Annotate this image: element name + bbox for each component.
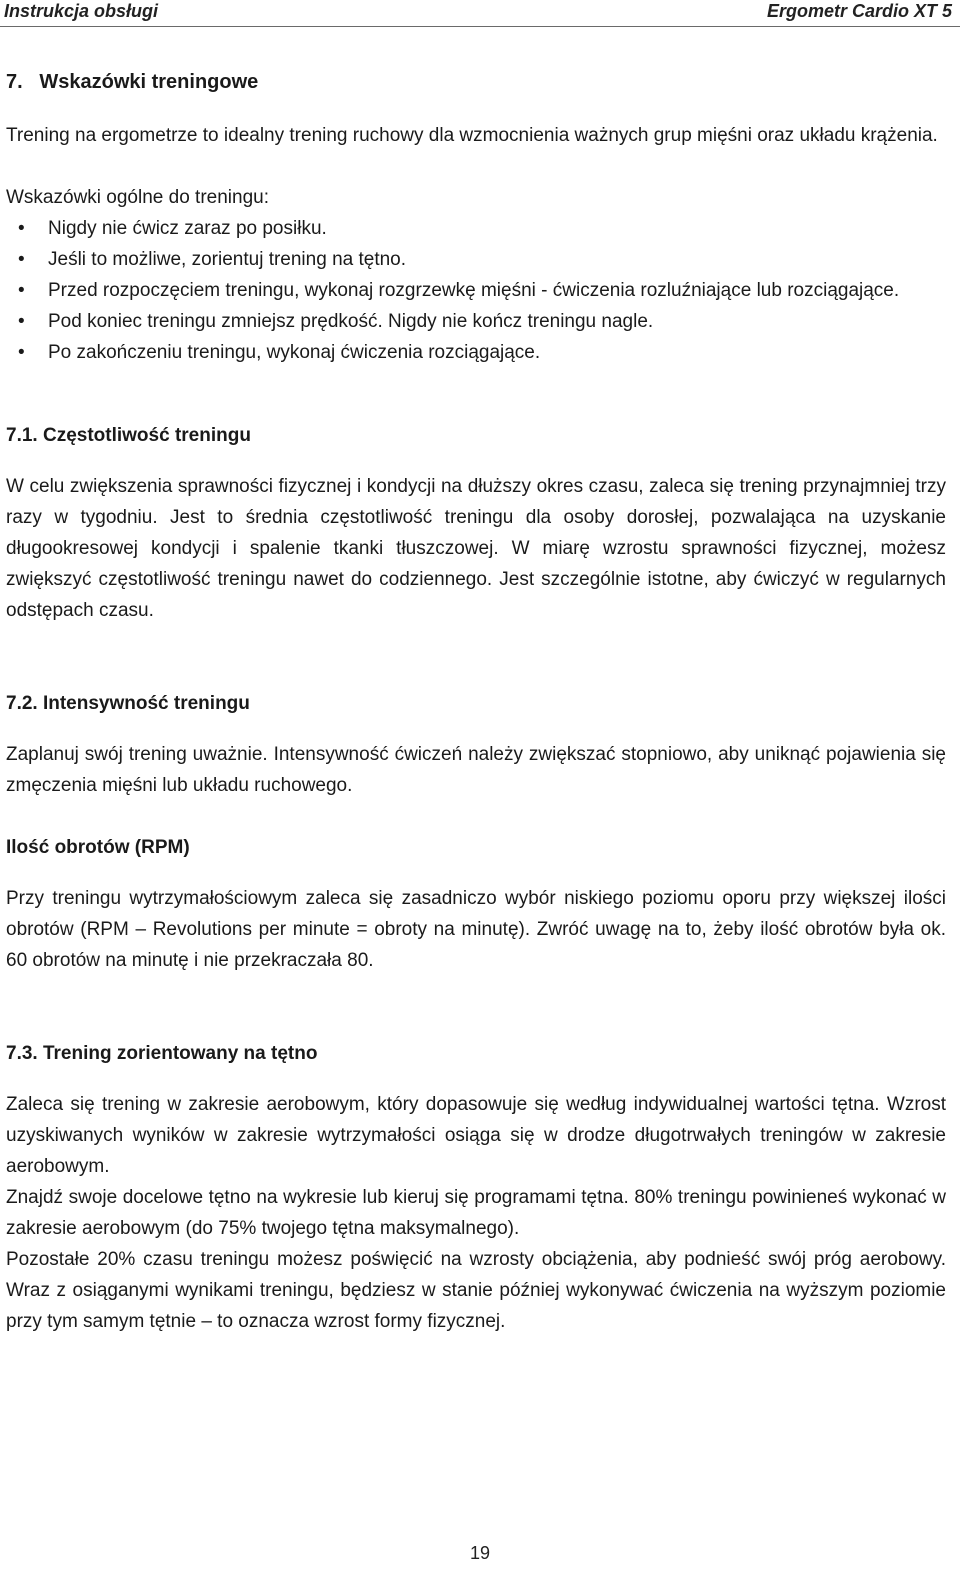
bullet-icon: • [18,311,25,332]
rpm-text: Przy treningu wytrzymałościowym zaleca się zasadniczo wybór niskiego poziomu oporu przy większej ilości obrotów (RPM – Revolutions per minute = obroty na minutę). Zwróć uwagę na to, żeby ilość obrotów była ok. 60 obrotów na minutę i nie przekraczała 80. [6,888,946,971]
tip-text: Pod koniec treningu zmniejsz prędkość. Nigdy nie kończ treningu nagle. [48,311,654,332]
section-7-3-text-1: Zaleca się trening w zakresie aerobowym, który dopasowuje się według indywidualnej wartości tętna. Wzrost uzyskiwanych wyników w zakresie wytrzymałości osiąga się w drodze długotrwałych treningów w zakresie aerobowym. [6,1094,946,1177]
bullet-icon: • [18,342,25,363]
bullet-icon: • [18,218,25,239]
list-item [6,306,946,337]
bullet-icon: • [18,280,25,301]
section-7-1-text: W celu zwiększenia sprawności fizycznej i kondycji na dłuższy okres czasu, zaleca się trening przynajmniej trzy razy w tygodniu. Jest to średnia częstotliwość treningu dla osoby dorosłej, pozwalająca na uzyskanie długookresowej kondycji i spalenie tkanki tłuszczowej. W miarę wzrostu sprawności fizycznej, możesz zwiększyć częstotliwość treningu nawet do codziennego. Jest szczególnie istotne, aby ćwiczyć w regularnych odstępach czasu. [6,476,946,621]
chapter-intro: Trening na ergometrze to idealny trening ruchowy dla wzmocnienia ważnych grup mięśni oraz układu krążenia. [6,125,938,146]
section-7-1-title: 7.1. Częstotliwość treningu [6,425,251,446]
section-7-3-text-2: Znajdź swoje docelowe tętno na wykresie lub kieruj się programami tętna. 80% treningu powinieneś wykonać w zakresie aerobowym (do 75% twojego tętna maksymalnego). [6,1187,946,1239]
list-item [6,337,946,368]
header-manual-title: Instrukcja obsługi [4,1,159,21]
general-tips-heading: Wskazówki ogólne do treningu: [6,187,269,208]
list-item [6,275,946,306]
section-7-2-title: 7.2. Intensywność treningu [6,693,250,714]
tip-text: Nigdy nie ćwicz zaraz po posiłku. [48,218,327,239]
general-tips-list [6,213,946,368]
rpm-heading: Ilość obrotów (RPM) [6,837,190,858]
tip-text: Przed rozpoczęciem treningu, wykonaj rozgrzewkę mięśni - ćwiczenia rozluźniające lub rozciągające. [48,280,900,301]
section-7-2-text: Zaplanuj swój trening uważnie. Intensywność ćwiczeń należy zwiększać stopniowo, aby uniknąć pojawienia się zmęczenia mięśni lub układu ruchowego. [6,744,946,796]
page-number: 19 [469,1543,491,1563]
tip-text: Jeśli to możliwe, zorientuj trening na tętno. [48,249,407,270]
list-item [6,213,946,244]
tip-text: Po zakończeniu treningu, wykonaj ćwiczenia rozciągające. [48,342,541,363]
bullet-icon: • [18,249,25,270]
page-header [0,0,960,27]
document-body [6,64,946,1337]
header-product-name: Ergometr Cardio XT 5 [766,1,952,21]
section-7-3-text-3: Pozostałe 20% czasu treningu możesz poświęcić na wzrosty obciążenia, aby podnieść swój próg aerobowy. Wraz z osiąganymi wynikami treningu, będziesz w stanie później wykonywać ćwiczenia na wyższym poziomie przy tym samym tętnie – to oznacza wzrost formy fizycznej. [6,1249,946,1332]
section-7-3-title: 7.3. Trening zorientowany na tętno [6,1043,318,1064]
list-item [6,244,946,275]
chapter-title: 7. Wskazówki treningowe [6,71,259,93]
